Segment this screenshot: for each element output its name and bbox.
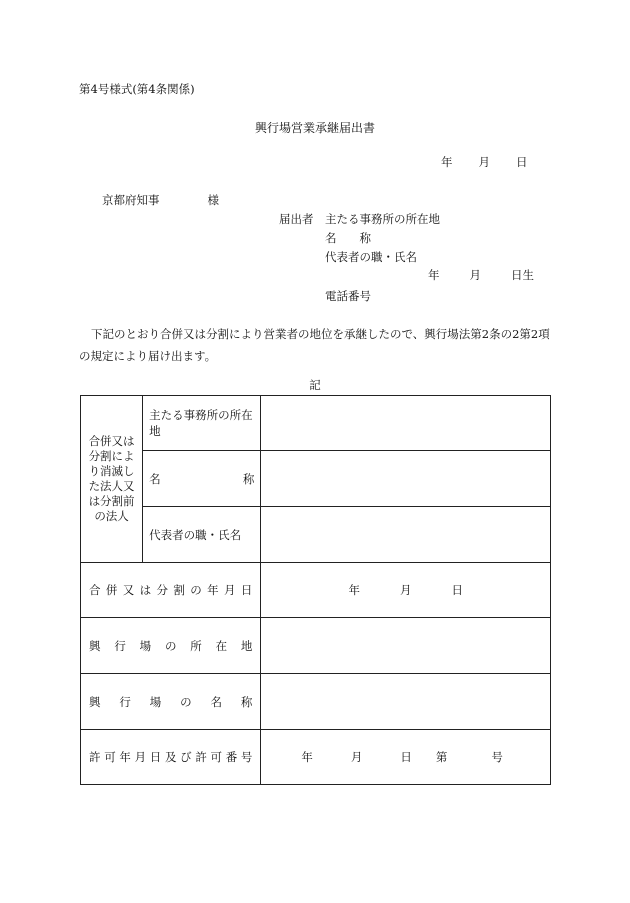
permit-dai: 第 [435,750,448,764]
table-row [81,396,551,451]
birth-day: 日生 [511,268,534,282]
value-permit[interactable] [261,730,551,785]
label-char: び [180,750,192,764]
group-label-line: は分割前 [88,494,135,508]
permit-month: 月 [350,750,363,764]
date-year: 年 [441,155,453,169]
group-label-line: た法人又 [88,479,135,493]
addressee [102,195,219,207]
table-row [81,730,551,785]
table-row [81,674,551,730]
table-row [81,507,551,563]
label-char: 可 [104,750,116,764]
label-char: の [180,694,192,709]
label-char: 場 [139,638,152,653]
label-char: 在 [215,638,228,653]
label-char: は [139,583,152,597]
label-char: 日 [149,750,162,764]
merger-date-label [81,563,261,618]
value-merger-date[interactable] [261,563,551,618]
sub-label-name [143,451,261,507]
group-label-line: 合併又は [88,434,135,448]
birth-year: 年 [428,268,440,282]
label-char: 行 [114,638,126,653]
applicant-name: 名 称 [325,231,371,245]
label-char: 番 [225,750,238,764]
label-char: 号 [240,750,253,764]
label-char: 日 [240,583,253,597]
label-char: 許 [195,750,207,764]
label-char: 年 [207,583,219,597]
table-row [81,563,551,618]
label-char: 又 [122,583,135,597]
label-char: 行 [119,694,131,709]
permit-go: 号 [491,750,503,764]
label-char: 称 [242,471,255,486]
permit-label [81,730,261,785]
sub-label-office-address: 主たる事務所の所在地 [143,396,261,451]
label-char: 地 [240,638,253,653]
merger-date-day: 日 [451,583,463,597]
label-char: 併 [105,583,118,597]
label-char: 名 [149,471,161,486]
value-venue-location[interactable] [261,618,551,674]
permit-day: 日 [400,750,412,764]
ki-heading: 記 [309,378,321,392]
label-char: 月 [134,750,147,764]
details-table [80,395,551,785]
date-month: 月 [478,155,490,169]
table-row [81,451,551,507]
label-char: 所 [190,638,202,653]
merger-date-month: 月 [399,583,412,597]
value-venue-name[interactable] [261,674,551,730]
label-char: 合 [89,583,101,597]
applicant-label: 届出者 [279,212,314,226]
label-char: の [190,583,202,597]
merger-date-year: 年 [348,583,360,597]
label-char: 興 [89,694,101,709]
value-office-address[interactable] [261,396,551,451]
label-char: の [164,638,177,653]
group-label-line: 分割によ [88,449,135,463]
label-char: 月 [224,583,236,597]
applicant-representative: 代表者の職・氏名 [325,250,417,264]
label-char: 称 [240,694,253,709]
table-row [81,618,551,674]
submission-date [441,157,528,169]
label-char: 名 [210,694,222,709]
label-char: 分 [156,583,168,597]
venue-name-label [81,674,261,730]
group-label-line: り消滅し [88,464,135,478]
body-text: 下記のとおり合併又は分割により営業者の地位を承継したので、興行場法第2条の2第2項の規定により届け出ます。 [79,327,550,363]
sub-label-representative: 代表者の職・氏名 [143,507,261,563]
group-label-line: の法人 [94,509,129,523]
birth-month: 月 [469,268,481,282]
permit-year: 年 [301,750,313,764]
addressee-name: 京都府知事 [102,193,160,207]
label-char: 年 [119,750,131,764]
dissolved-corp-label [81,396,143,563]
applicant-office-address: 主たる事務所の所在地 [325,212,440,226]
label-char: 興 [89,638,101,653]
value-representative[interactable] [261,507,551,563]
label-char: 割 [173,583,185,597]
applicant-birthdate [428,270,534,282]
value-corp-name[interactable] [261,451,551,507]
date-day: 日 [516,155,528,169]
label-char: 場 [149,694,162,709]
label-char: 及 [164,750,177,764]
addressee-honorific: 様 [207,193,219,207]
document-title: 興行場営業承継届出書 [254,121,375,135]
label-char: 許 [89,750,101,764]
venue-location-label [81,618,261,674]
form-number: 第4号様式(第4条関係) [79,82,195,96]
label-char: 可 [210,750,222,764]
applicant-phone: 電話番号 [325,289,371,303]
